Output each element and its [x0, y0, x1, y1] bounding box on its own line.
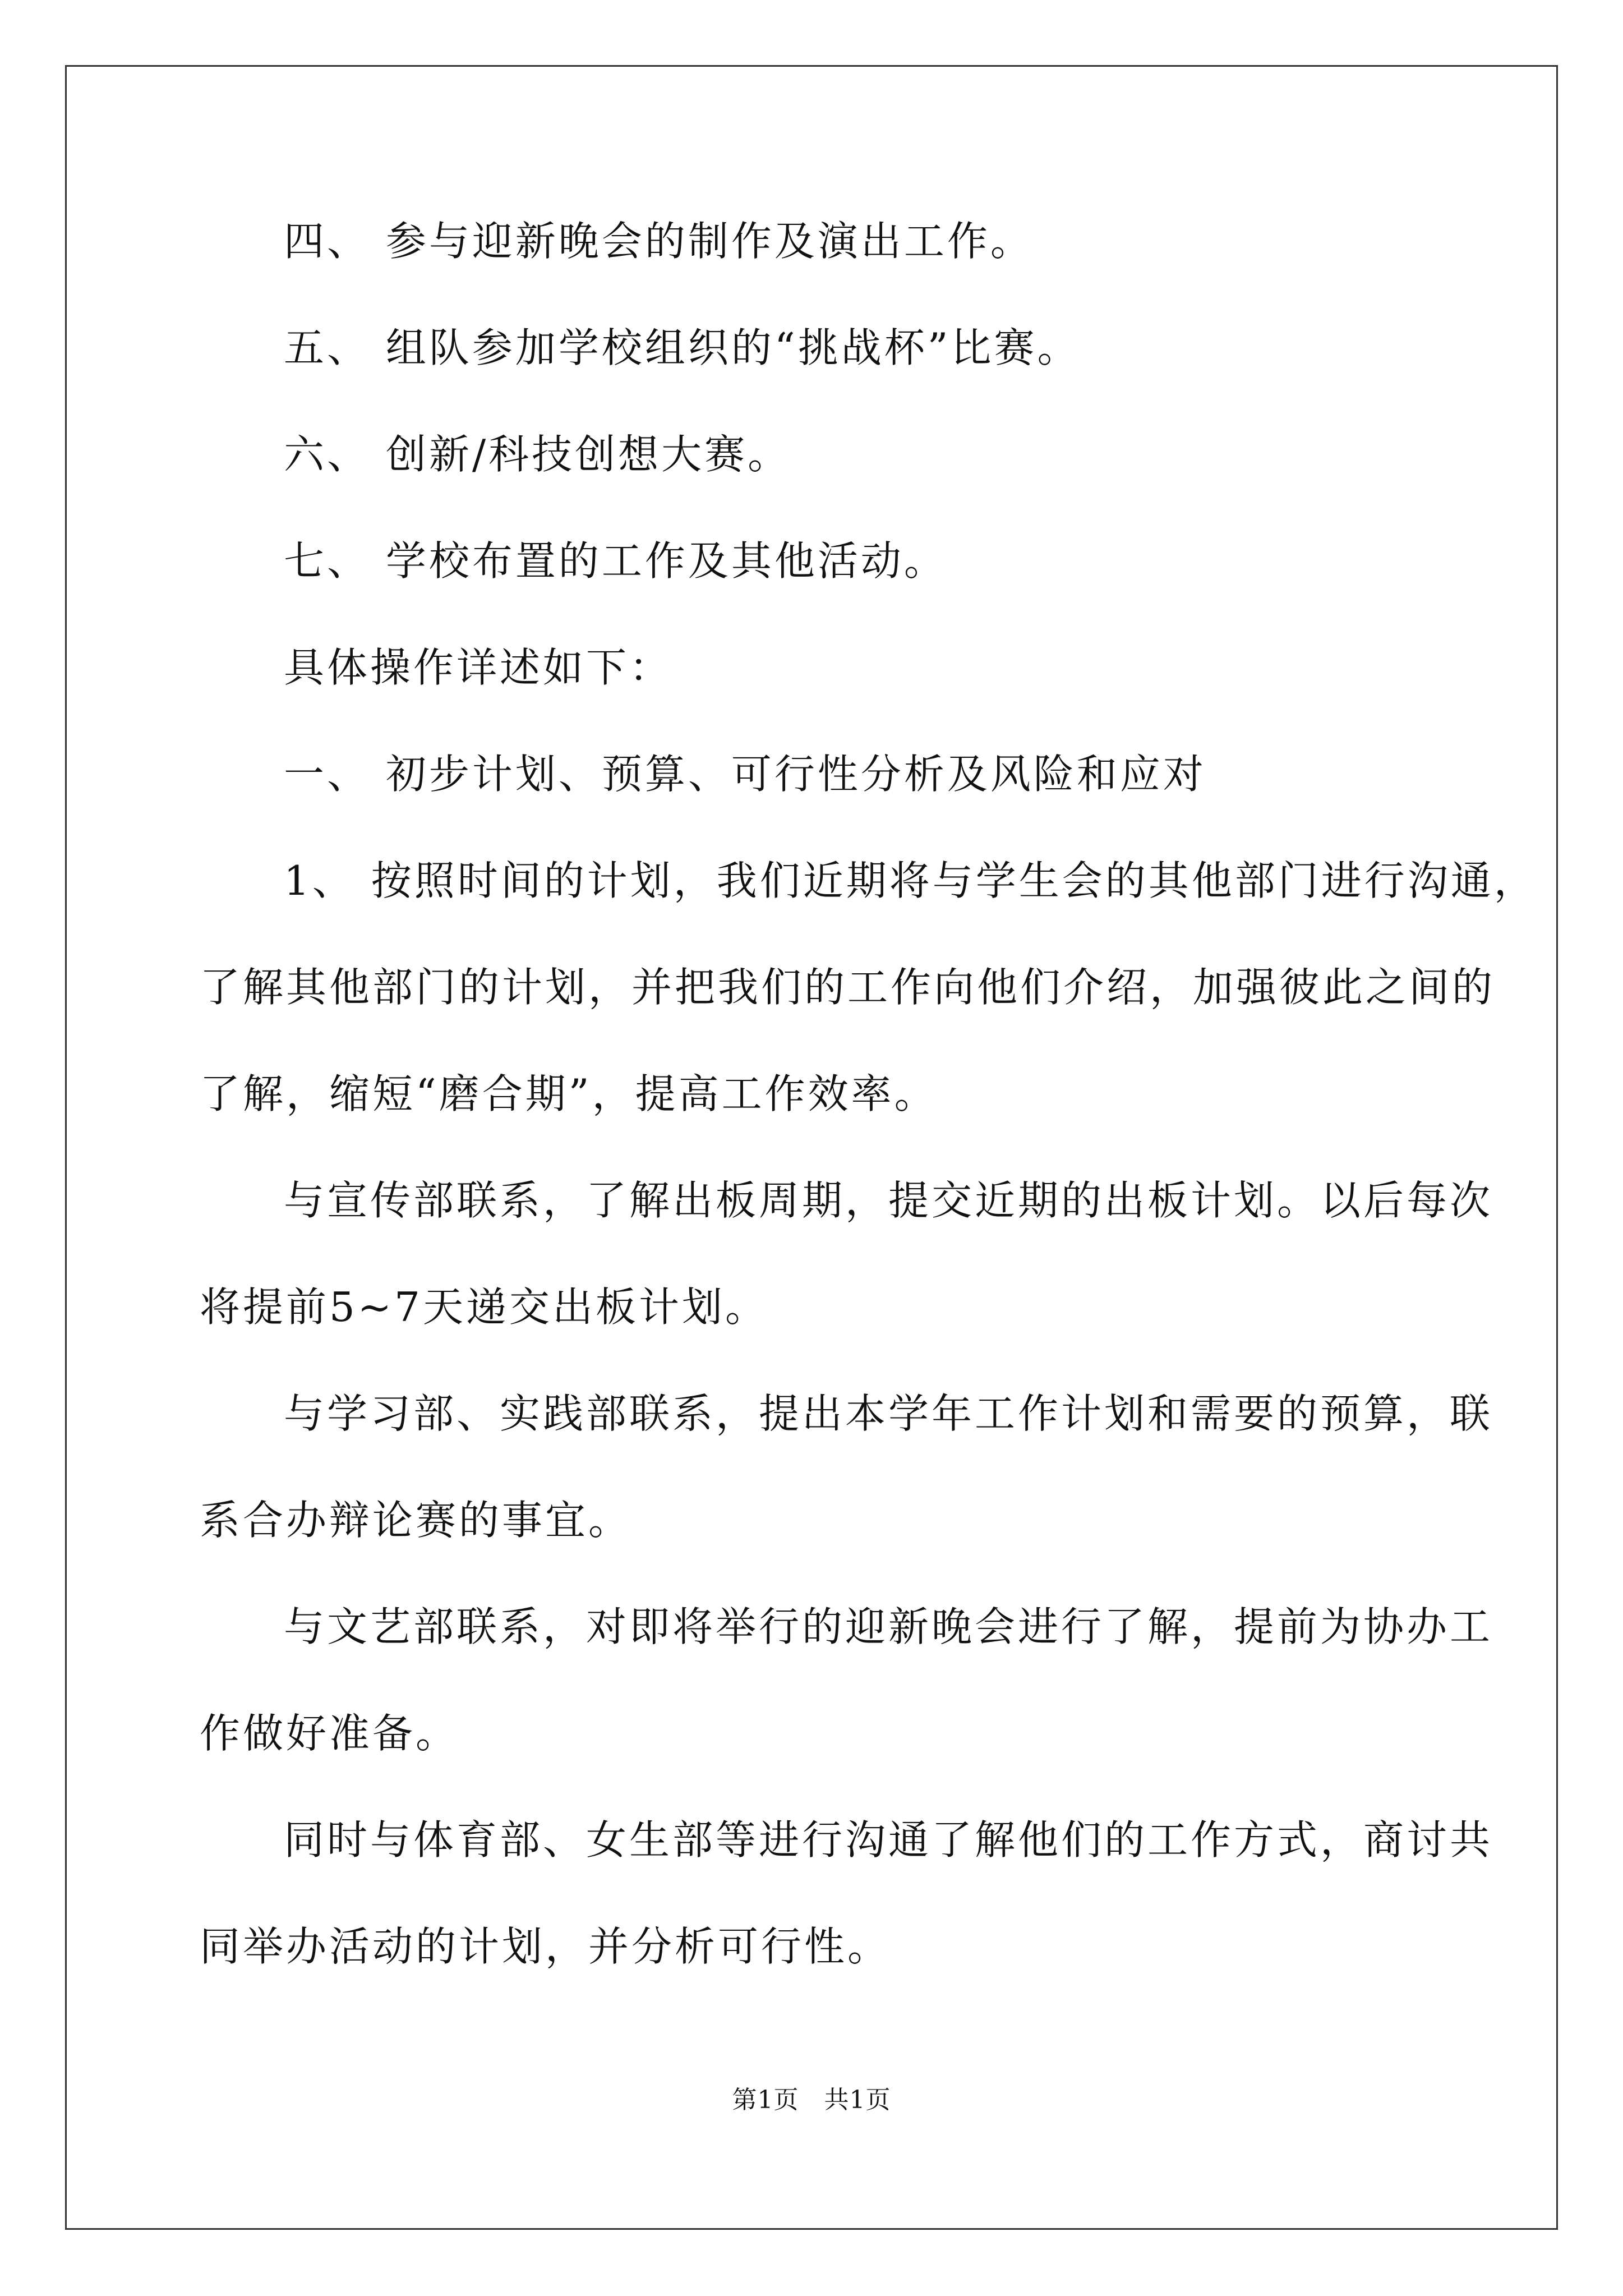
paragraph-item-7: [200, 532, 1445, 591]
text-line: 作做好准备。: [200, 1710, 459, 1757]
text-line: 与学习部、实践部联系，提出本学年工作计划和需要的预算，联: [284, 1390, 1493, 1437]
paragraph-arts: [200, 1598, 1493, 1763]
paragraph-item-4: [200, 212, 1445, 271]
text-line: 1、 按照时间的计划，我们近期将与学生会的其他部门进行沟通，: [284, 857, 1537, 904]
paragraph-details-intro: [200, 638, 1445, 697]
section-heading-1: [200, 745, 1445, 804]
text-line: 将提前5~7天递交出板计划。: [200, 1283, 768, 1331]
text-line: 一、 初步计划、预算、可行性分析及风险和应对: [284, 751, 1206, 798]
text-line: 与文艺部联系，对即将举行的迎新晚会进行了解，提前为协办工: [284, 1603, 1493, 1650]
paragraph-item-5: [200, 319, 1445, 378]
text-line: 与宣传部联系，了解出板周期，提交近期的出板计划。以后每次: [284, 1177, 1493, 1224]
paragraph-plan-1: [200, 852, 1537, 1124]
paragraph-item-6: [200, 425, 1445, 484]
paragraph-sports-women: [200, 1811, 1493, 1976]
text-line: 具体操作详述如下：: [284, 644, 673, 691]
text-line: 七、 学校布置的工作及其他活动。: [284, 537, 947, 585]
text-line: 系合办辩论赛的事宜。: [200, 1497, 632, 1544]
text-line: 了解其他部门的计划，并把我们的工作向他们介绍，加强彼此之间的: [200, 964, 1496, 1011]
text-line: 六、 创新/科技创想大赛。: [284, 431, 791, 478]
page-footer: 第1页 共1页: [732, 2086, 891, 2114]
paragraph-study-practice: [200, 1384, 1493, 1550]
text-line: 四、 参与迎新晚会的制作及演出工作。: [284, 218, 1034, 265]
text-line: 五、 组队参加学校组织的“挑战杯”比赛。: [284, 324, 1081, 371]
paragraph-publicity: [200, 1171, 1493, 1337]
text-line: 同时与体育部、女生部等进行沟通了解他们的工作方式，商讨共: [284, 1816, 1493, 1864]
document-body: [200, 212, 1537, 2024]
text-line: 同举办活动的计划，并分析可行性。: [200, 1923, 891, 1970]
text-line: 了解，缩短“磨合期”，提高工作效率。: [200, 1070, 938, 1117]
